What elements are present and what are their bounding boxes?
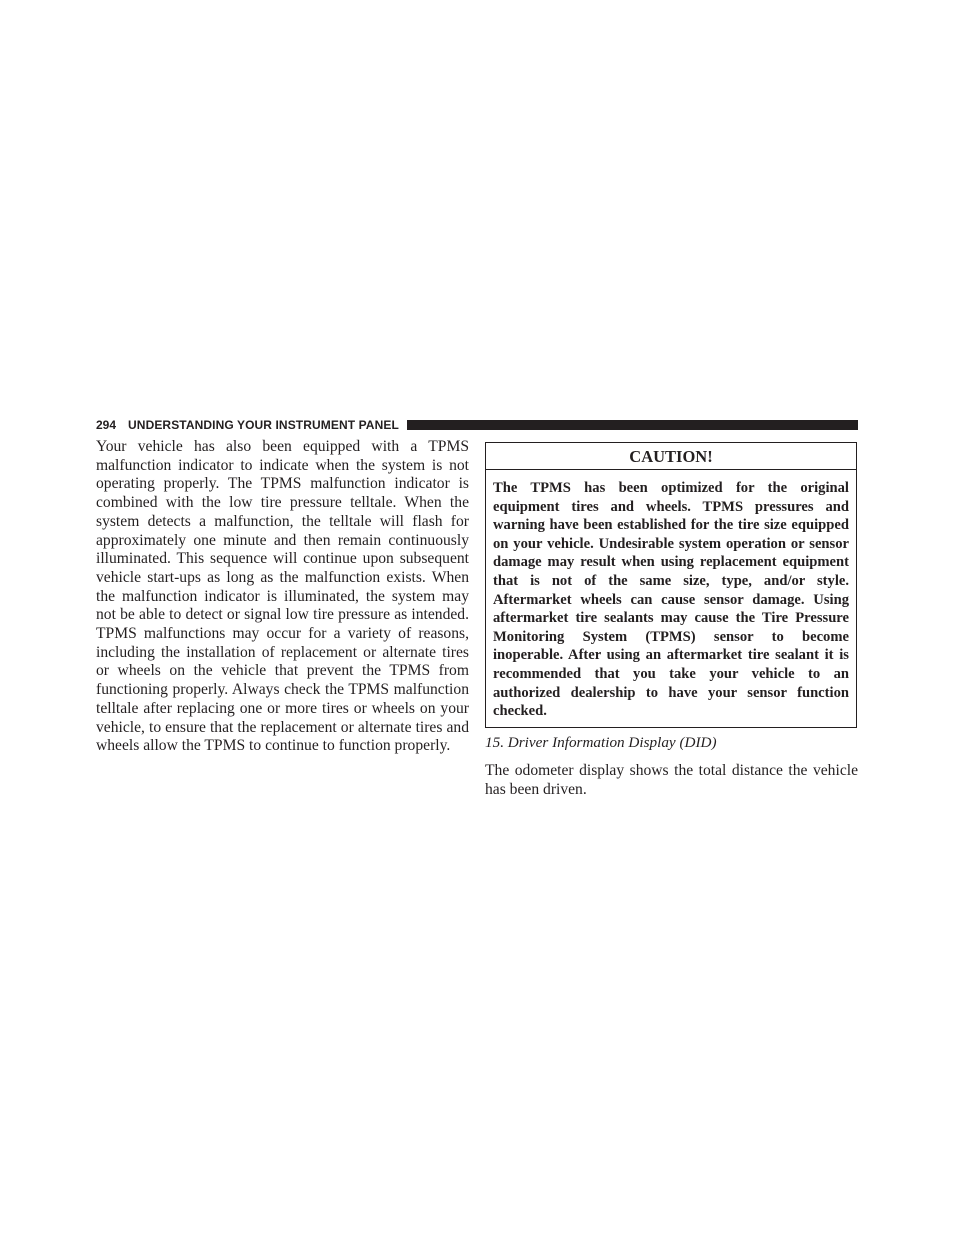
caution-box — [485, 442, 857, 728]
did-subheading: 15. Driver Information Display (DID) — [485, 734, 717, 751]
caution-title: CAUTION! — [486, 443, 856, 470]
section-title: UNDERSTANDING YOUR INSTRUMENT PANEL — [128, 418, 399, 432]
caution-body: The TPMS has been optimized for the original equipment tires and wheels. TPMS pressures and warning have been established for the tire size equipped on your vehicle. Undesirable system operation or sensor damage may result when using replacement equipment that is not of the same size, type, and/or style. Aftermarket wheels can cause sensor damage. Using aftermarket tire sealants may cause the Tire Pressure Monitoring System (TPMS) sensor to become inoperable. After using an aftermarket tire sealant it is recommended that you take your vehicle to an authorized dealership to have your sensor function checked. — [493, 480, 849, 720]
header-rule-bar — [407, 420, 858, 430]
tpms-malfunction-paragraph: Your vehicle has also been equipped with a TPMS malfunction indicator to indicate when the system is not operating properly. The TPMS malfunction indicator is combined with the low tire pressure telltale. When the system detects a malfunction, the telltale will flash for approximately one minute and then remain continuously illuminated. This sequence will continue upon subsequent vehicle start-ups as long as the malfunction exists. When the malfunction indicator is illuminated, the system may not be able to detect or signal low tire pressure as intended. TPMS malfunctions may occur for a variety of reasons, including the installation of replacement or alternate tires or wheels on the vehicle that prevent the TPMS from functioning properly. Always check the TPMS malfunction telltale after replacing one or more tires or wheels on your vehicle, to ensure that the replacement or alternate tires and wheels allow the TPMS to continue to function properly. — [96, 438, 469, 755]
page-header — [96, 418, 858, 432]
odometer-paragraph: The odometer display shows the total distance the vehicle has been driven. — [485, 762, 858, 798]
page-number: 294 — [96, 418, 117, 432]
